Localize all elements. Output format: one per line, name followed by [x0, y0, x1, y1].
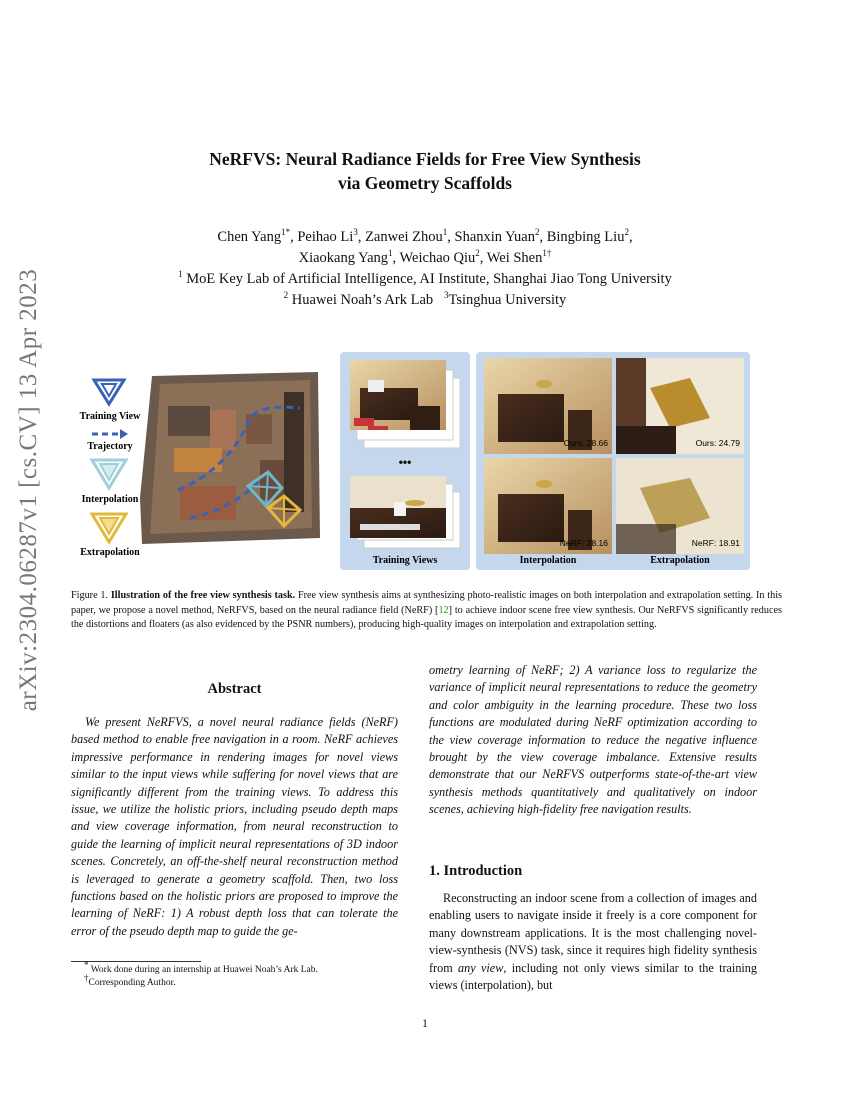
- authors-line-2: Xiaokang Yang$^1$, Weichao Qiu$^2$, Wei Shen$^{1\dagger}$: [298, 248, 552, 266]
- paper-title: [0, 147, 850, 195]
- figure-caption: Figure 1. Illustration of the free view synthesis task. Free view synthesis aims at synthesizing photo-realistic images on both interpolation and extrapolation setting. In this paper, we propose a novel method, NeRFVS, based on the neural radiance field (NeRF) [12] to achieve indoor scene free view synthesis. Our NeRFVS significantly reduces the distortions and floaters (as also evidenced by the PSNR numbers), producing high-quality images on interpolation and extrapolation setting.: [71, 590, 783, 631]
- psnr-nerf-extrapolation: NeRF: 18.91: [691, 538, 740, 548]
- affiliation-line-2: $^2$ Huawei Noah’s Ark Lab $^3$Tsinghua University: [283, 290, 567, 308]
- panel-label-extrapolation: Extrapolation: [650, 555, 710, 566]
- abstract-text-right: ometry learning of NeRF; 2) A variance loss to regularize the variance of implicit neural representations to reduce the geometry and color ambiguity in the learning procedure. These two loss functions are modulated during NeRF optimization according to the view coverage information to reduce the negative influence brought by the view coverage imbalance. Extensive results demonstrate that our NeRFVS outperforms state-of-the-art view synthesis methods quantitatively and qualitatively on indoor scenes, achieving high-fidelity free navigation results.: [429, 663, 757, 817]
- authors-line-1: Chen Yang$^{1*}$, Peihao Li$^3$, Zanwei Zhou$^1$, Shanxin Yuan$^2$, Bingbing Liu$^2$,: [217, 227, 633, 245]
- footnote-rule: [71, 961, 201, 962]
- extrapolation-view-icon: [92, 514, 126, 542]
- panel-label-training-views: Training Views: [372, 555, 438, 566]
- legend-training-view: Training View: [79, 411, 141, 422]
- reference-link[interactable]: 12: [438, 604, 449, 616]
- abstract-heading: Abstract: [207, 681, 262, 697]
- room-reconstruction-render: [140, 372, 320, 544]
- training-views-stack-top: [350, 360, 460, 448]
- training-views-ellipsis: •••: [398, 455, 412, 469]
- affiliation-line-1: $^1$ MoE Key Lab of Artificial Intelligence, AI Institute, Shanghai Jiao Tong University: [178, 269, 672, 287]
- author-block: [0, 227, 850, 311]
- training-view-icon: [94, 380, 124, 404]
- caption-bold: Illustration of the free view synthesis task.: [110, 590, 296, 601]
- title-line-1: NeRFVS: Neural Radiance Fields for Free View Synthesis: [209, 149, 641, 169]
- training-views-stack-bottom: [350, 476, 460, 548]
- arxiv-identifier: arXiv:2304.06287v1 [cs.CV] 13 Apr 2023: [15, 268, 42, 712]
- footnote-1: * Work done during an internship at Huawei Noah’s Ark Lab.: [84, 959, 318, 975]
- legend-interpolation: Interpolation: [81, 494, 139, 505]
- introduction-heading: 1. Introduction: [429, 863, 523, 879]
- introduction-text: Reconstructing an indoor scene from a collection of images and enabling users to navigate inside it freely is a core component for many downstream applications. It is the most challenging novel-view-synthesis (NVS) task, since it requires high fidelity synthesis from any view, including not only views similar to the training views (interpolation), but: [429, 891, 757, 993]
- trajectory-arrow-icon: [92, 429, 128, 439]
- psnr-nerf-interpolation: NeRF: 28.16: [559, 538, 608, 548]
- title-line-2: via Geometry Scaffolds: [338, 173, 512, 193]
- legend-trajectory: Trajectory: [87, 441, 133, 452]
- page-number: 1: [422, 1016, 428, 1030]
- panel-label-interpolation: Interpolation: [519, 555, 577, 566]
- footnote-2: †Corresponding Author.: [84, 972, 176, 988]
- psnr-ours-interpolation: Ours: 28.66: [563, 438, 608, 448]
- abstract-text-left: We present NeRFVS, a novel neural radiance fields (NeRF) based method to enable free navigation in a room. NeRF achieves impressive performance in rendering images for novel views similar to the input views while suffering for novel views that are significantly different from the training views. To address this issue, we utilize the holistic priors, including pseudo depth maps and view coverage information, from neural reconstruction to guide the learning of implicit neural representations of 3D indoor scenes. Concretely, an off-the-shelf neural reconstruction method is leveraged to generate a geometry scaffold. Then, two loss functions based on the holistic priors are proposed to improve the learning of NeRF: 1) A robust depth loss that can tolerate the error of the pseudo depth map to guide the ge-: [71, 715, 398, 938]
- figure-1: [70, 348, 782, 573]
- interpolation-view-icon: [92, 460, 126, 488]
- psnr-ours-extrapolation: Ours: 24.79: [695, 438, 740, 448]
- legend-extrapolation: Extrapolation: [80, 547, 140, 558]
